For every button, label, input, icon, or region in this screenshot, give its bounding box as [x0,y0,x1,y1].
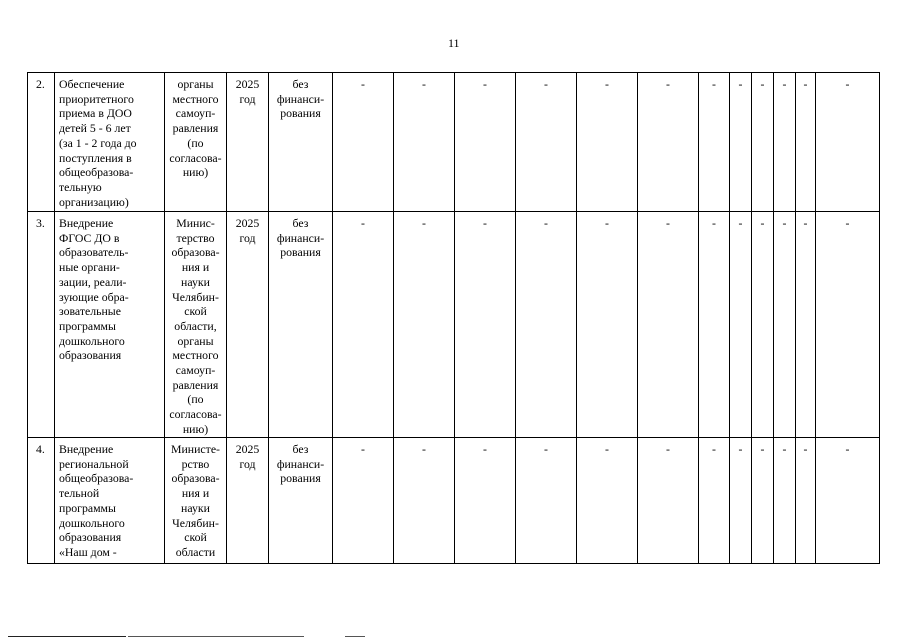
financing-cell: без финанси- рования [269,212,333,438]
executor-cell: Минис- терство образова- ния и науки Челябин- ской области, органы местного самоуп- равления (по согласова- нию) [165,212,227,438]
value-cell: - [333,212,394,438]
value-cell: - [394,212,455,438]
year-cell: 2025 год [227,212,269,438]
value-cell: - [816,212,880,438]
year-cell: 2025 год [227,73,269,212]
value-cell: - [796,212,816,438]
value-cell: - [752,438,774,564]
scan-edge-line [8,636,126,637]
table-row [28,212,880,438]
activity-name: Обеспечение приоритетного приема в ДОО детей 5 - 6 лет (за 1 - 2 года до поступления в общеобразова- тельную организацию) [55,73,165,212]
value-cell: - [774,73,796,212]
executor-cell: органы местного самоуп- равления (по согласова- нию) [165,73,227,212]
value-cell: - [730,438,752,564]
activity-name: Внедрение ФГОС ДО в образователь- ные органи- зации, реали- зующие обра- зовательные программы дошкольного образования [55,212,165,438]
value-cell: - [730,73,752,212]
activity-name: Внедрение региональной общеобразова- тельной программы дошкольного образования «Наш дом - [55,438,165,564]
value-cell: - [699,212,730,438]
value-cell: - [699,438,730,564]
value-cell: - [455,438,516,564]
value-cell: - [774,438,796,564]
financing-cell: без финанси- рования [269,438,333,564]
executor-cell: Министе- рство образова- ния и науки Челябин- ской области [165,438,227,564]
value-cell: - [638,212,699,438]
table-row [28,438,880,564]
plan-table [27,72,880,564]
value-cell: - [577,73,638,212]
value-cell: - [394,73,455,212]
value-cell: - [774,212,796,438]
value-cell: - [333,438,394,564]
page-number: 11 [448,36,460,50]
value-cell: - [333,73,394,212]
table-row [28,73,880,212]
value-cell: - [816,438,880,564]
year-cell: 2025 год [227,438,269,564]
value-cell: - [577,212,638,438]
value-cell: - [455,212,516,438]
value-cell: - [816,73,880,212]
financing-cell: без финанси- рования [269,73,333,212]
scan-edge-line [345,636,365,637]
value-cell: - [796,438,816,564]
value-cell: - [638,438,699,564]
row-number: 2. [28,73,55,212]
value-cell: - [394,438,455,564]
value-cell: - [730,212,752,438]
value-cell: - [752,212,774,438]
row-number: 4. [28,438,55,564]
value-cell: - [699,73,730,212]
value-cell: - [516,438,577,564]
value-cell: - [796,73,816,212]
value-cell: - [638,73,699,212]
value-cell: - [516,212,577,438]
value-cell: - [516,73,577,212]
value-cell: - [577,438,638,564]
scan-edge-line [128,636,304,637]
row-number: 3. [28,212,55,438]
value-cell: - [455,73,516,212]
value-cell: - [752,73,774,212]
